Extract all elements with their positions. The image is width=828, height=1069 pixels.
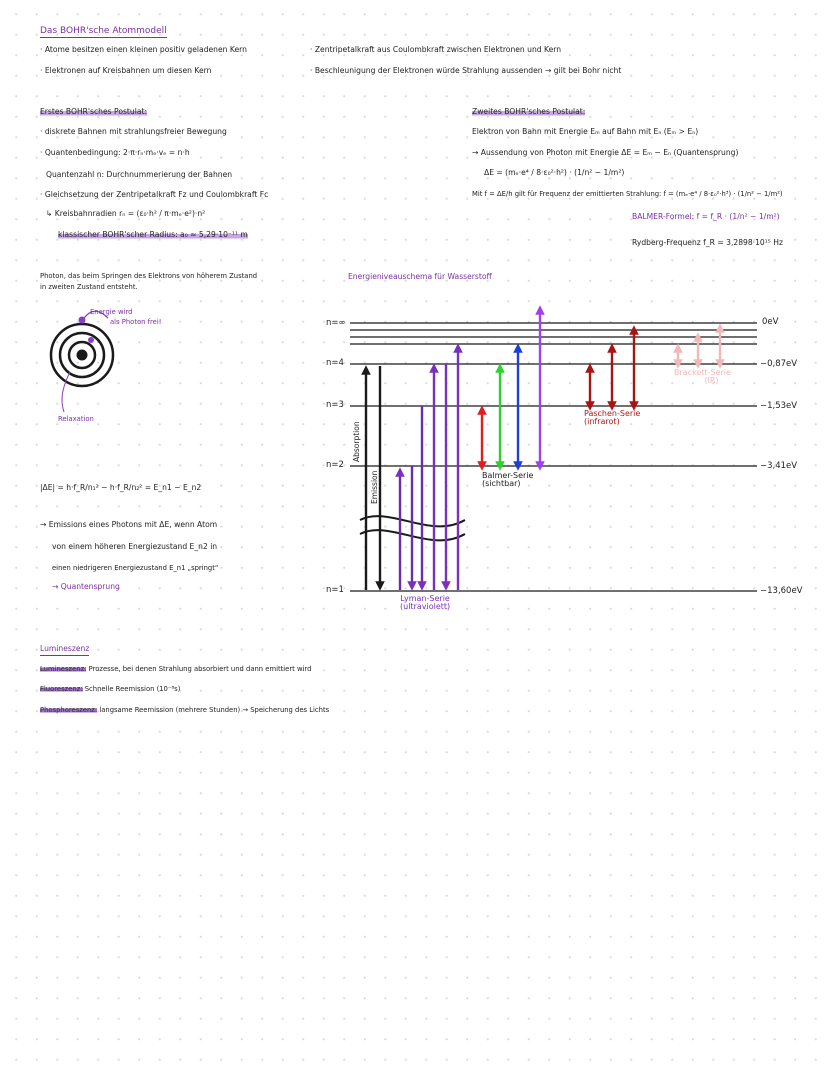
first-postulate-heading: Erstes BOHR'sches Postulat:: [40, 107, 148, 116]
luminescence-heading: Lumineszenz: [40, 645, 89, 656]
second-postulate-heading: Zweites BOHR'sches Postulat:: [472, 107, 586, 116]
series-sub: (sichtbar): [482, 479, 521, 489]
luminescence-item: [40, 686, 180, 694]
series-name: Balmer-Serie: [482, 471, 534, 480]
bohr-radius: klassischer BOHR'scher Radius: a₀ ≈ 5,29·10⁻¹¹ m: [58, 230, 248, 239]
quantum-condition: · Quantenbedingung: 2·π·rₙ·mₑ·vₑ = n·h: [40, 148, 190, 157]
postulate-line: · Gleichsetzung der Zentripetalkraft Fz und Coulombkraft Fc: [40, 190, 269, 199]
lyman-series-label: [400, 595, 450, 612]
series-name: Lyman-Serie: [400, 594, 450, 603]
absorption-label: Absorption: [352, 421, 361, 462]
quantum-jump-note: → Quantensprung: [52, 582, 120, 591]
energy-value: −0,87eV: [760, 359, 798, 369]
diagram-title: Energieniveauschema für Wasserstoff: [348, 272, 492, 281]
photon-note: in zweiten Zustand entsteht.: [40, 283, 138, 291]
postulate-line: · diskrete Bahnen mit strahlungsfreier Bewegung: [40, 127, 227, 136]
definition: Schnelle Reemission (10⁻⁸s): [84, 685, 181, 693]
series-sub: (infrarot): [584, 417, 620, 427]
intro-bullet: · Atome besitzen einen kleinen positiv geladenen Kern: [40, 45, 247, 54]
level-label: n=2: [326, 460, 344, 470]
energy-value: −13,60eV: [760, 586, 803, 596]
paschen-series-label: [584, 410, 640, 427]
energy-value: 0eV: [762, 317, 779, 327]
postulate-line: Quantenzahl n: Durchnummerierung der Bahnen: [46, 170, 233, 179]
emission-note: einen niedrigeren Energiezustand E_n1 „springt“: [52, 564, 219, 572]
luminescence-item: [40, 707, 329, 715]
intro-bullet: · Beschleunigung der Elektronen würde Strahlung aussenden → gilt bei Bohr nicht: [310, 66, 622, 75]
orbit-radius-formula: ↳ Kreisbahnradien rₙ = (ε₀·h² / π·mₑ·e²)·n²: [46, 209, 206, 218]
delta-e-formula: ΔE = (mₑ·e⁴ / 8·ε₀²·h²) · (1/n² − 1/m²): [484, 168, 625, 177]
term: Fluoreszenz:: [40, 685, 83, 693]
page-title: Das BOHR'sche Atommodell: [40, 26, 167, 38]
postulate-line: → Aussendung von Photon mit Energie ΔE = Eₘ − Eₙ (Quantensprung): [472, 148, 739, 157]
postulate-line: Elektron von Bahn mit Energie Eₘ auf Bahn mit Eₙ (Eₘ > Eₙ): [472, 127, 699, 136]
luminescence-item: [40, 666, 311, 674]
delta-e-equation: |ΔE| = h·f_R/n₁² − h·f_R/n₂² = E_n1 − E_n2: [40, 483, 202, 492]
series-sub: (ultraviolett): [400, 602, 451, 612]
level-label: n=1: [326, 585, 344, 595]
emission-label: Emission: [370, 470, 379, 504]
balmer-formula: BALMER-Formel: f = f_R · (1/n² − 1/m²): [632, 212, 780, 221]
level-label: n=∞: [326, 318, 346, 328]
intro-bullet: · Elektronen auf Kreisbahnen um diesen Kern: [40, 66, 212, 75]
energy-value: −3,41eV: [760, 461, 798, 471]
emission-note: → Emissions eines Photons mit ΔE, wenn Atom: [40, 520, 218, 529]
emission-note: von einem höheren Energiezustand E_n2 in: [52, 542, 218, 551]
intro-bullet: · Zentripetalkraft aus Coulombkraft zwischen Elektronen und Kern: [310, 45, 562, 54]
energy-value: −1,53eV: [760, 401, 798, 411]
frequency-formula: Mit f = ΔE/h gilt für Frequenz der emittierten Strahlung: f = (mₑ·e⁴ / 8·ε₀²·h³) · (1/n² − 1/m²): [472, 190, 783, 198]
relaxation-label: Relaxation: [58, 415, 94, 423]
brackett-series-label: [674, 369, 731, 386]
series-sub: (IR): [704, 376, 719, 386]
series-name: Brackett-Serie: [674, 368, 731, 377]
term: Phosphoreszenz:: [40, 706, 98, 714]
term: Lumineszenz:: [40, 665, 87, 673]
energy-label: als Photon frei!: [110, 318, 162, 326]
series-name: Paschen-Serie: [584, 409, 641, 418]
photon-note: Photon, das beim Springen des Elektrons von höherem Zustand: [40, 272, 258, 280]
level-label: n=3: [326, 400, 344, 410]
definition: langsame Reemission (mehrere Stunden) → Speicherung des Lichts: [99, 706, 330, 714]
level-label: n=4: [326, 358, 344, 368]
energy-label: Energie wird: [90, 308, 133, 316]
rydberg-frequency: Rydberg-Frequenz f_R = 3,2898·10¹⁵ Hz: [632, 238, 783, 247]
definition: Prozesse, bei denen Strahlung absorbiert und dann emittiert wird: [88, 665, 312, 673]
balmer-series-label: [482, 472, 533, 489]
